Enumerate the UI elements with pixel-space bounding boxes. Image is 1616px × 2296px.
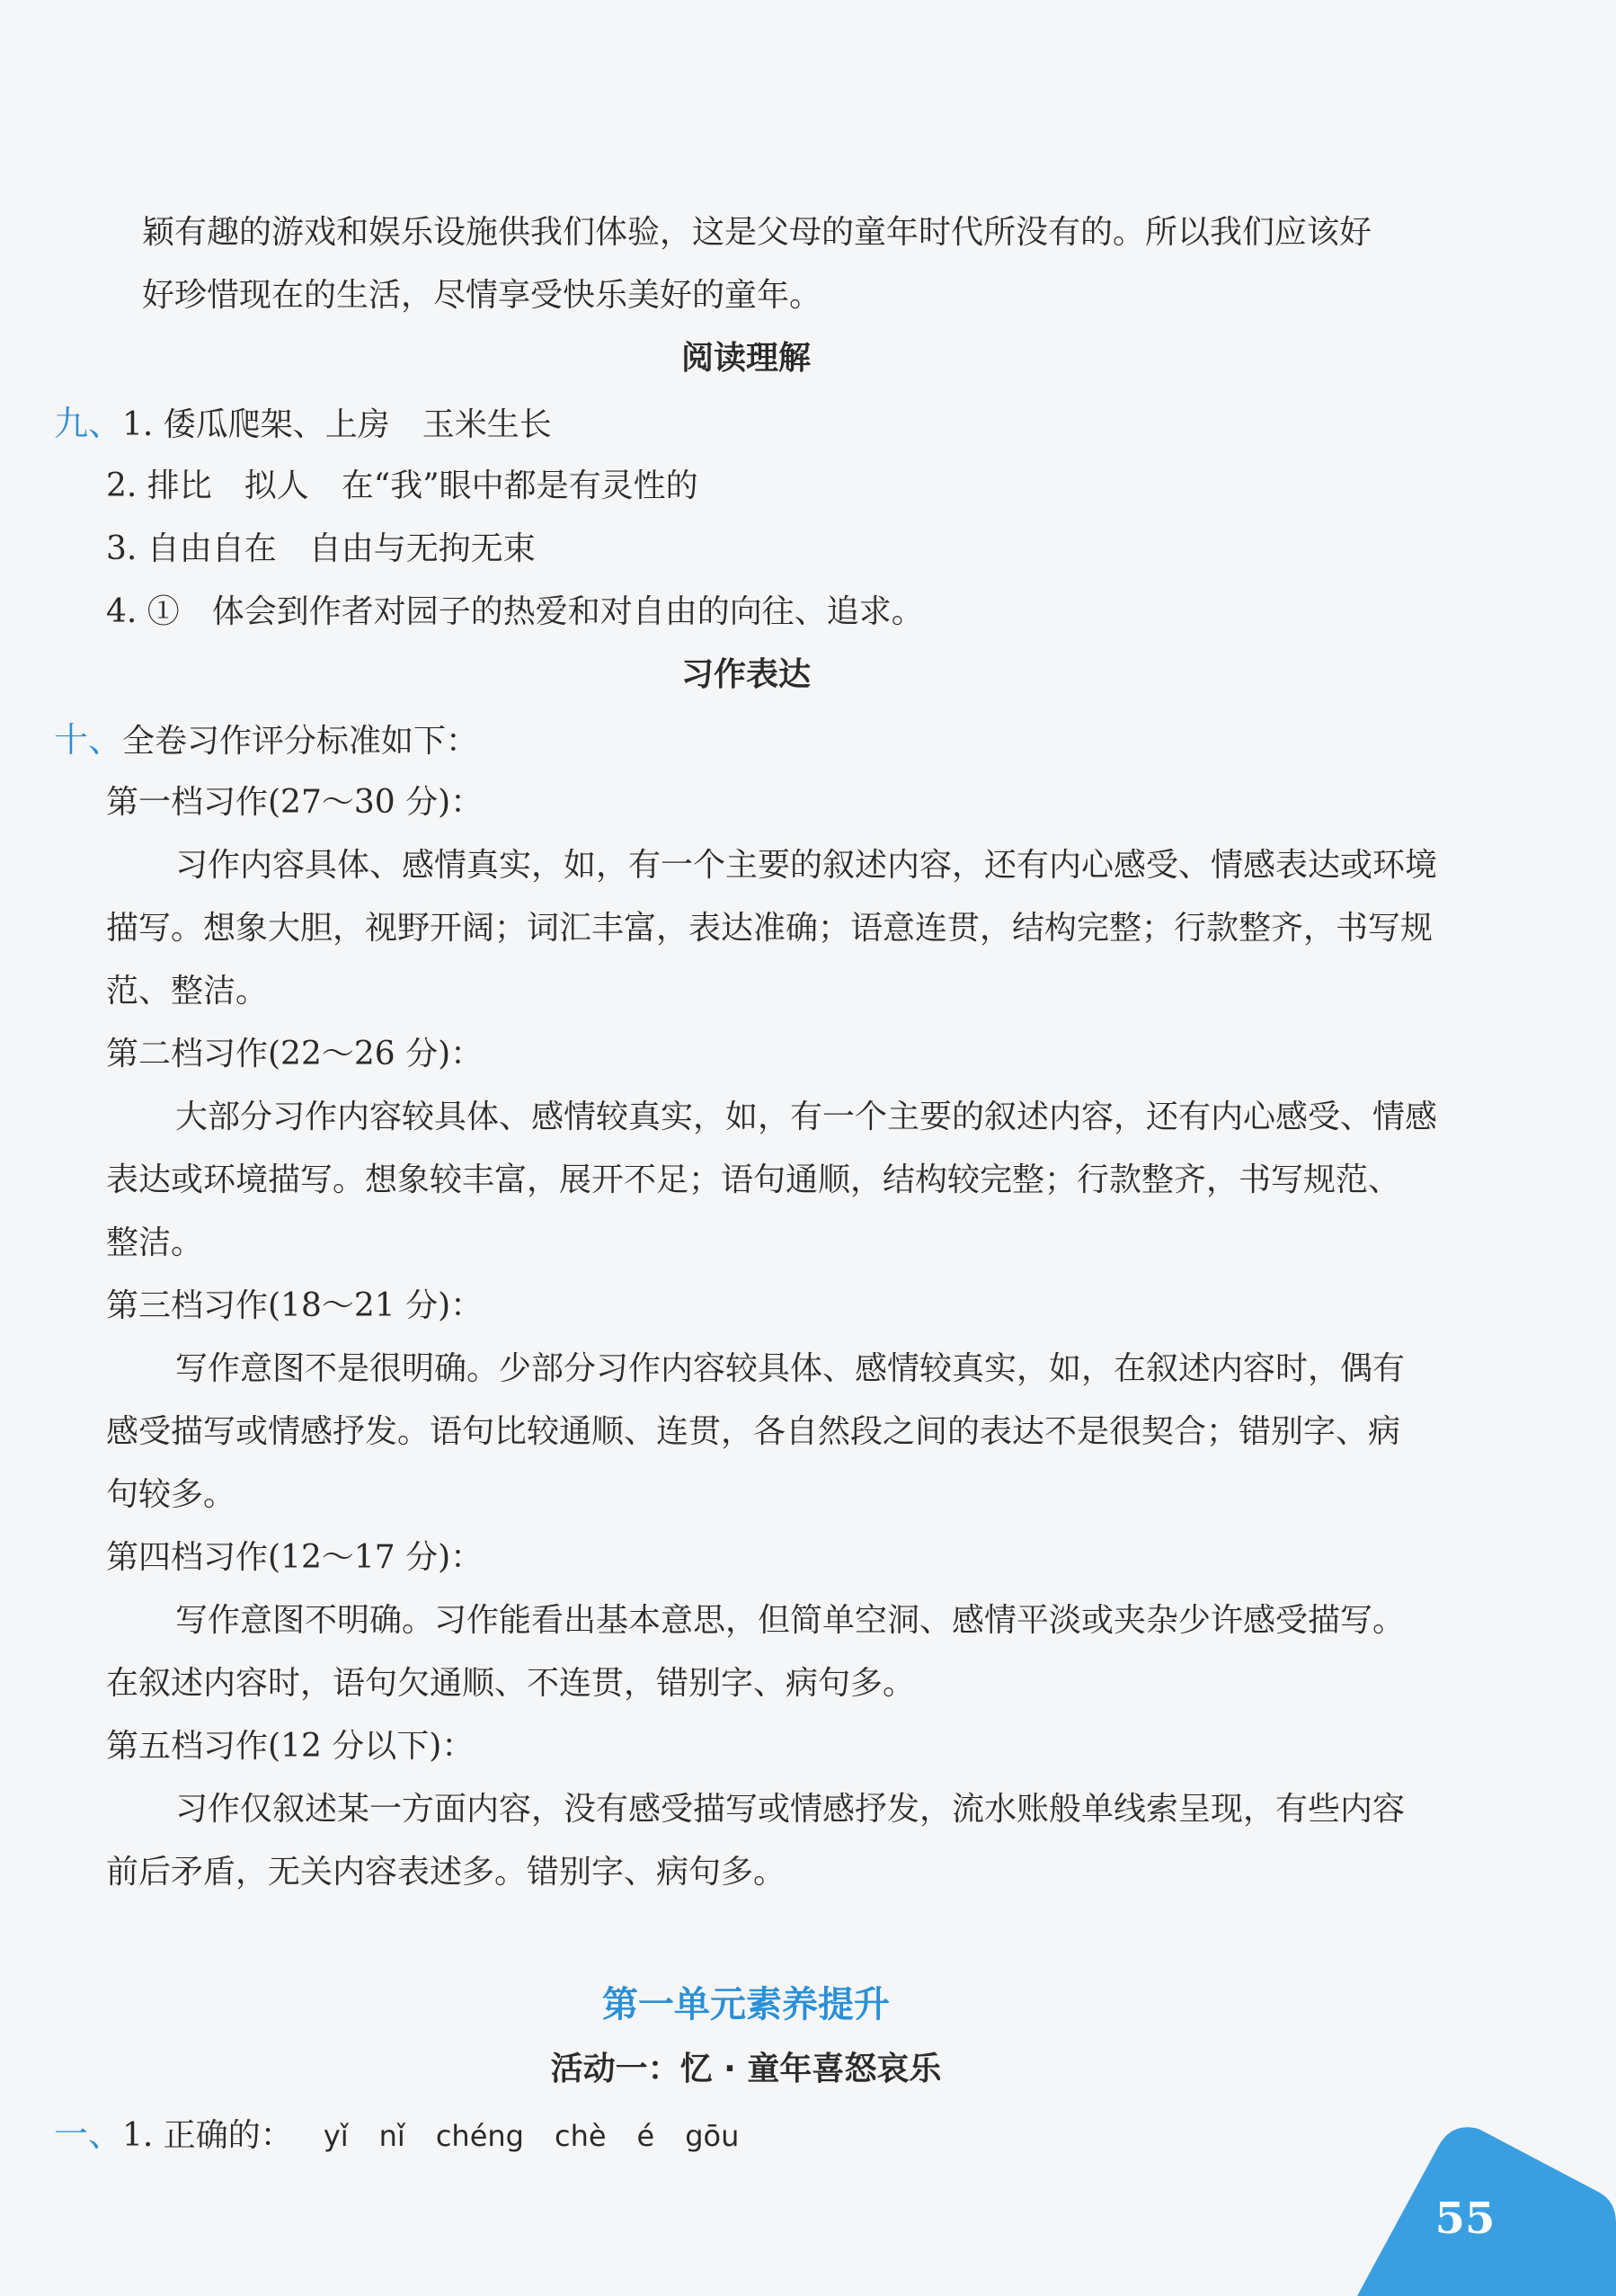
question-marker-10: 十、 (54, 720, 123, 760)
grade-4-line-1: 写作意图不明确。习作能看出基本意思，但简单空洞、感情平淡或夹杂少许感受描写。 (175, 1602, 1406, 1639)
unit-item-1 (54, 2113, 739, 2158)
grade-4-label: 第四档习作(12～17 分)： (106, 1539, 484, 1576)
grade-5-label: 第五档习作(12 分以下)： (106, 1728, 475, 1765)
grade-1-label: 第一档习作(27～30 分)： (106, 784, 484, 821)
reading-item-3: 3. 自由自在 自由与无拘无束 (106, 530, 536, 567)
intro-line-1: 颖有趣的游戏和娱乐设施供我们体验，这是父母的童年时代所没有的。所以我们应该好 (142, 214, 1372, 251)
grade-2-line-1: 大部分习作内容较具体、感情较真实，如，有一个主要的叙述内容，还有内心感受、情感 (175, 1099, 1438, 1135)
question-marker-9: 九、 (54, 404, 123, 443)
grade-2-line-2: 表达或环境描写。想象较丰富，展开不足；语句通顺，结构较完整；行款整齐，书写规范、 (106, 1161, 1401, 1198)
pinyin-4: chè (554, 2119, 607, 2153)
activity-title: 活动一：忆 · 童年喜怒哀乐 (550, 2051, 942, 2087)
grade-2-label: 第二档习作(22～26 分)： (106, 1036, 484, 1072)
writing-heading: 习作表达 (680, 656, 811, 693)
grade-3-line-2: 感受描写或情感抒发。语句比较通顺、连贯，各自然段之间的表达不是很契合；错别字、病 (106, 1413, 1401, 1450)
reading-item-4: 4. ① 体会到作者对园子的热爱和对自由的向往、追求。 (106, 593, 924, 630)
pinyin-3: chéng (435, 2119, 524, 2153)
question-marker-1: 一、 (54, 2114, 123, 2154)
pinyin-2: nǐ (378, 2119, 405, 2153)
unit-item-prefix: 1. 正确的： (122, 2117, 293, 2154)
grade-3-line-1: 写作意图不是很明确。少部分习作内容较具体、感情较真实，如，在叙述内容时，偶有 (175, 1350, 1406, 1387)
writing-intro (54, 718, 478, 763)
reading-heading: 阅读理解 (680, 340, 811, 377)
page-number: 55 (1434, 2194, 1496, 2244)
grade-1-line-3: 范、整洁。 (106, 973, 269, 1010)
grade-5-line-1: 习作仅叙述某一方面内容，没有感受描写或情感抒发，流水账般单线索呈现，有些内容 (175, 1791, 1406, 1828)
grade-1-line-2: 描写。想象大胆，视野开阔；词汇丰富，表达准确；语意连贯，结构完整；行款整齐，书写规 (106, 910, 1434, 947)
grade-5-line-2: 前后矛盾，无关内容表述多。错别字、病句多。 (106, 1854, 786, 1891)
writing-intro-text: 全卷习作评分标准如下： (122, 723, 479, 760)
grade-3-label: 第三档习作(18～21 分)： (106, 1287, 484, 1324)
grade-2-line-3: 整洁。 (106, 1224, 204, 1261)
pinyin-5: é (636, 2119, 655, 2153)
pinyin-1: yǐ (323, 2119, 349, 2153)
reading-item-2: 2. 排比 拟人 在“我”眼中都是有灵性的 (106, 467, 698, 504)
grade-3-line-3: 句较多。 (106, 1476, 236, 1513)
grade-4-line-2: 在叙述内容时，语句欠通顺、不连贯，错别字、病句多。 (106, 1665, 916, 1702)
pinyin-6: gōu (685, 2119, 740, 2153)
grade-1-line-1: 习作内容具体、感情真实，如，有一个主要的叙述内容，还有内心感受、情感表达或环境 (175, 847, 1438, 884)
reading-item-1 (54, 402, 552, 447)
unit-title: 第一单元素养提升 (602, 1984, 890, 2025)
intro-line-2: 好珍惜现在的生活，尽情享受快乐美好的童年。 (142, 277, 822, 314)
reading-answer-1: 1. 倭瓜爬架、上房 玉米生长 (122, 406, 552, 443)
